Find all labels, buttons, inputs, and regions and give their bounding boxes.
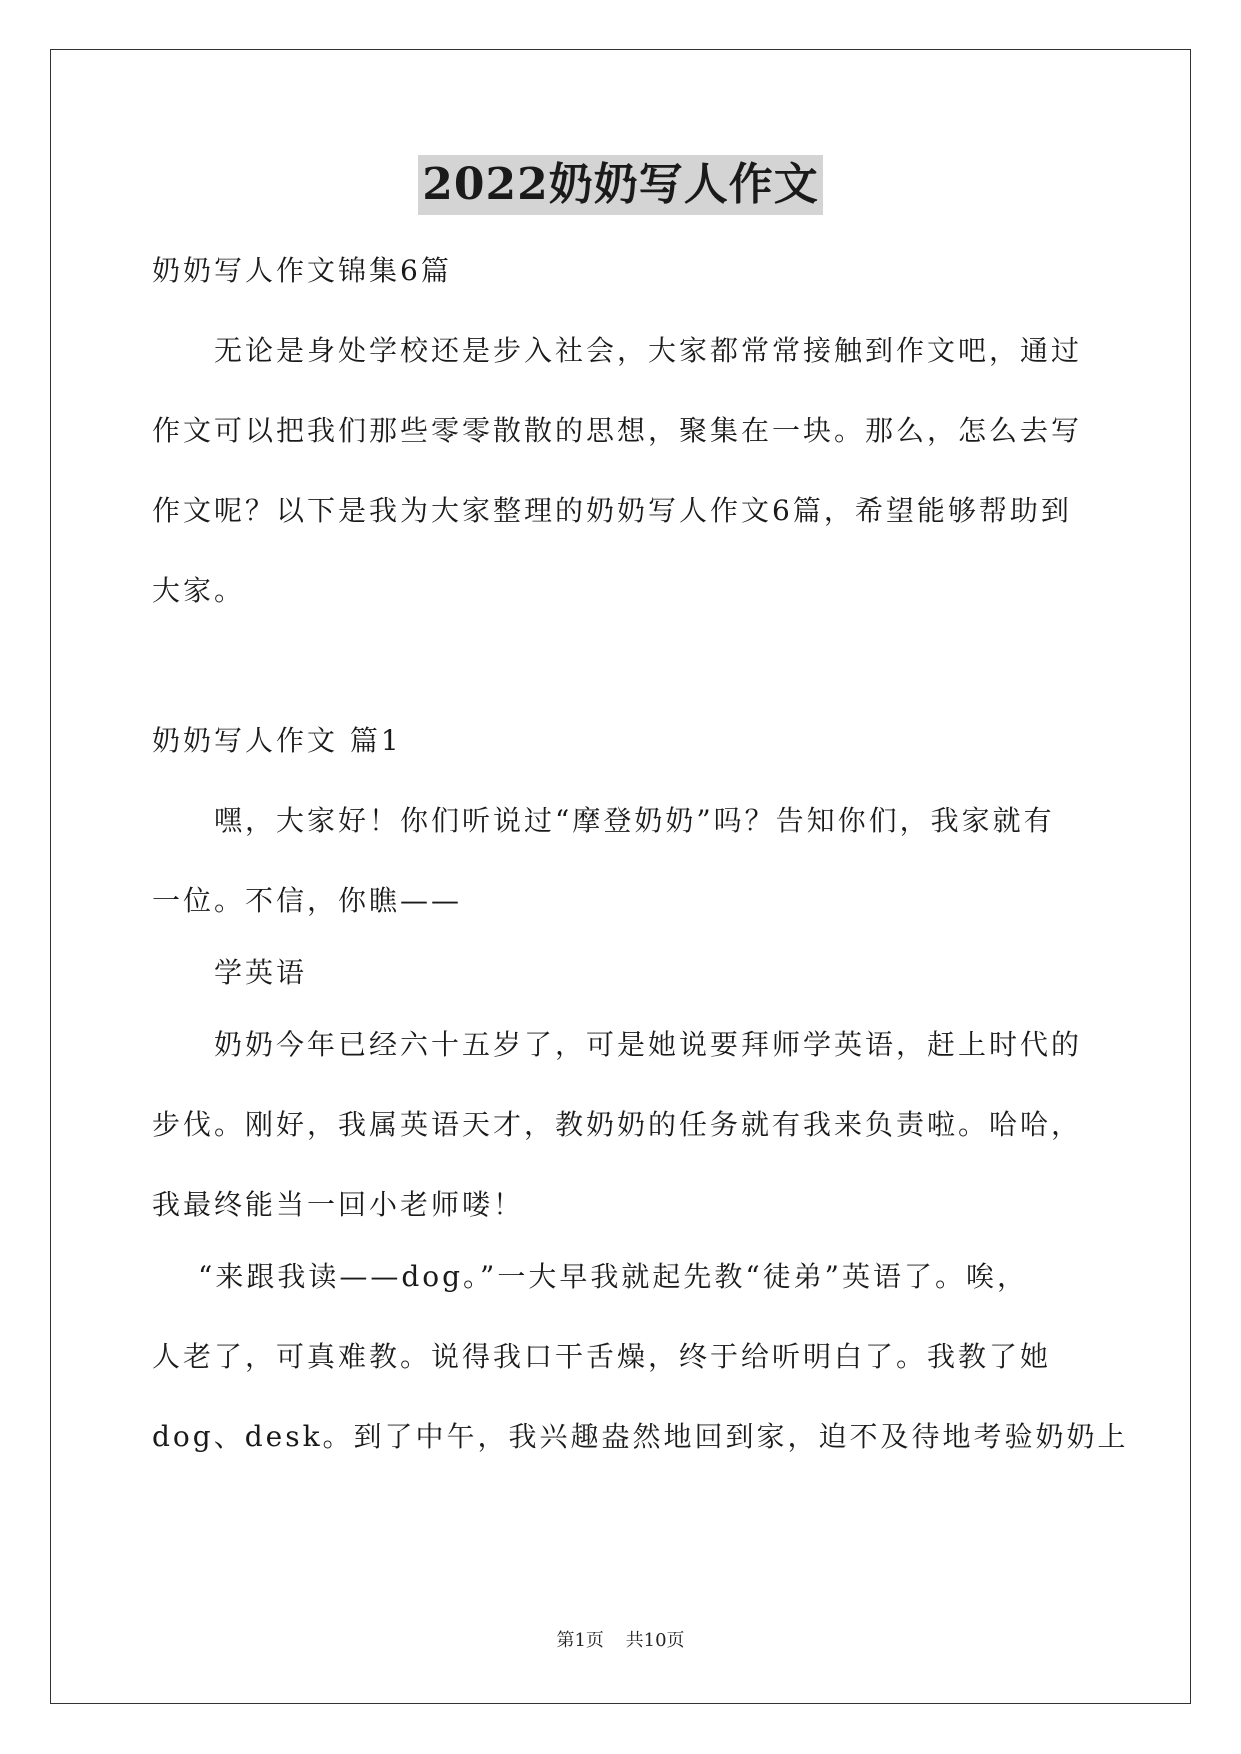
document-body (152, 231, 1129, 1477)
document-title: 2022奶奶写人作文 (418, 155, 822, 215)
essay-paragraph-line: dog、desk。到了中午，我兴趣盎然地回到家，迫不及待地考验奶奶上 (152, 1420, 1129, 1453)
intro-paragraph-line: 无论是身处学校还是步入社会，大家都常常接触到作文吧，通过 (214, 334, 1083, 367)
essay-paragraph-line: 嘿，大家好！你们听说过“摩登奶奶”吗？告知你们，我家就有 (214, 804, 1055, 837)
subheading: 学英语 (214, 956, 308, 989)
essay-paragraph-line: 一位。不信，你瞧—— (152, 884, 463, 917)
essay-paragraph-line: “来跟我读——dog。”一大早我就起先教“徒弟”英语了。唉， (198, 1260, 1028, 1293)
page-number: 第1页 (556, 1630, 604, 1651)
intro-paragraph-line: 作文可以把我们那些零零散散的思想，聚集在一块。那么，怎么去写 (152, 414, 1083, 447)
section-heading: 奶奶写人作文 篇1 (152, 724, 402, 757)
section-spacer (152, 631, 1094, 711)
essay-paragraph-line: 人老了，可真难教。说得我口干舌燥，终于给听明白了。我教了她 (152, 1340, 1052, 1373)
title-container (0, 155, 1241, 215)
essay-paragraph-line: 步伐。刚好，我属英语天才，教奶奶的任务就有我来负责啦。哈哈， (152, 1108, 1083, 1141)
essay-paragraph-line: 我最终能当一回小老师喽！ (152, 1188, 525, 1221)
intro-paragraph-line: 大家。 (152, 574, 246, 607)
page-footer (0, 1626, 1241, 1652)
collection-heading: 奶奶写人作文锦集6篇 (152, 254, 452, 287)
essay-paragraph-line: 奶奶今年已经六十五岁了，可是她说要拜师学英语，赶上时代的 (214, 1028, 1083, 1061)
intro-paragraph-line: 作文呢？以下是我为大家整理的奶奶写人作文6篇，希望能够帮助到 (152, 494, 1072, 527)
page-total: 共10页 (625, 1630, 685, 1651)
